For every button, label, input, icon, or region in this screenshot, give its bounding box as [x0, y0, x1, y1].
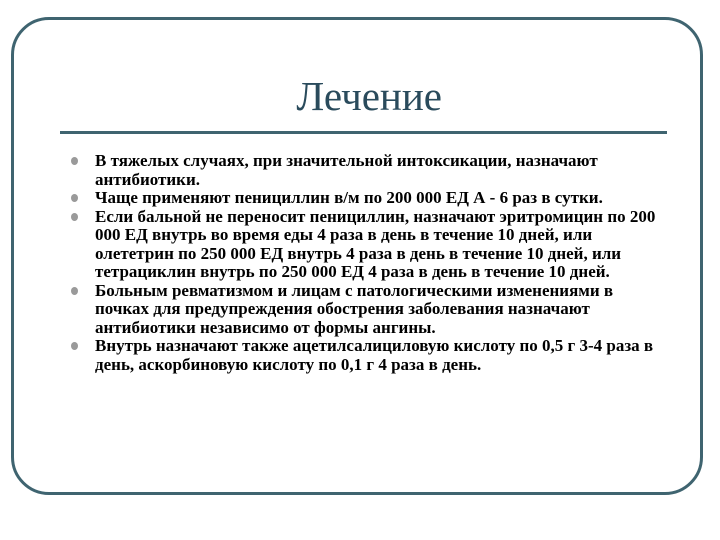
bullet-list	[60, 152, 670, 374]
title-divider	[60, 131, 667, 134]
list-item	[60, 282, 670, 338]
bullet-dot-icon	[71, 342, 78, 350]
bullet-text: Если бальной не переносит пенициллин, назначают эритромицин по 200 000 ЕД внутрь во время еды 4 раза в день в течение 10 дней, или олететрин по 250 000 ЕД внутрь 4 раза в день в течение 10 дней, или тетрациклин внутрь по 250 000 ЕД 4 раза в день в течение 10 дней.	[95, 206, 656, 281]
list-item	[60, 208, 670, 282]
bullet-dot-icon	[71, 194, 78, 202]
slide-title: Лечение	[296, 73, 442, 119]
bullet-text: Больным ревматизмом и лицам с патологическими изменениями в почках для предупреждения обострения заболевания назначают антибиотики независимо от формы ангины.	[95, 280, 614, 337]
bullet-dot-icon	[71, 287, 78, 295]
list-item	[60, 189, 670, 208]
list-item	[60, 337, 670, 374]
bullet-dot-icon	[71, 157, 78, 165]
list-item	[60, 152, 670, 189]
bullet-text: Чаще применяют пенициллин в/м по 200 000 ЕД А - 6 раз в сутки.	[95, 188, 603, 207]
bullet-text: В тяжелых случаях, при значительной интоксикации, назначают антибиотики.	[95, 151, 598, 189]
bullet-text: Внутрь назначают также ацетилсалициловую кислоту по 0,5 г 3-4 раза в день, аскорбиновую кислоту по 0,1 г 4 раза в день.	[95, 336, 654, 374]
bullet-dot-icon	[71, 213, 78, 221]
